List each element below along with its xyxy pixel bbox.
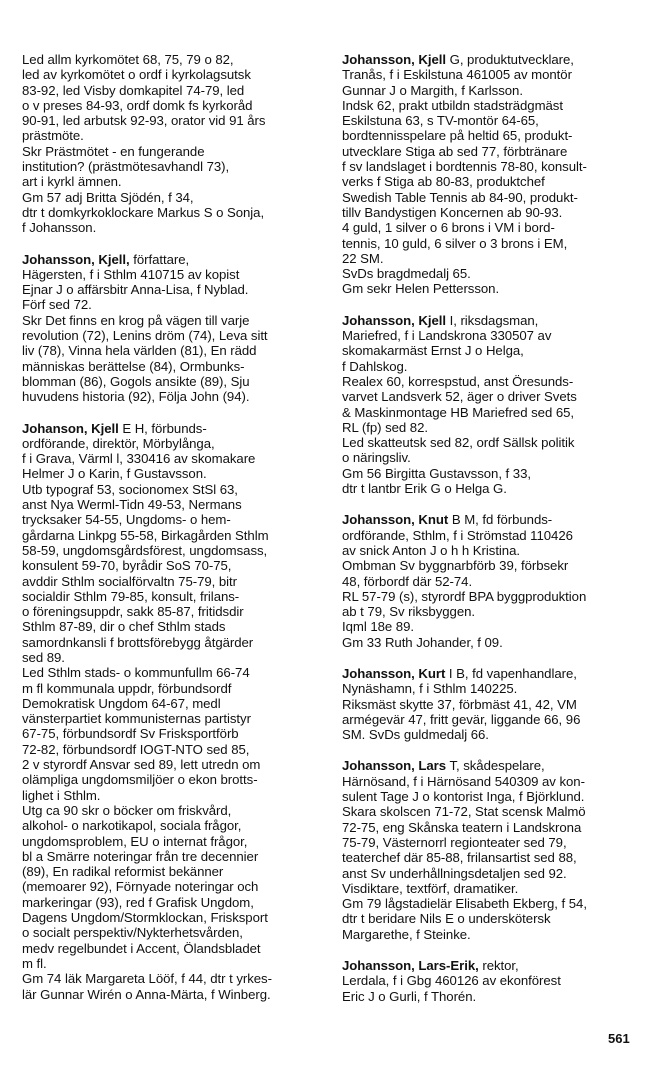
entry-name: Johansson, Kjell [342,52,446,67]
entry-text: B M, fd förbunds- ordförande, Sthlm, f i Strömstad 110426 av snick Anton J o h h Kristina. Ombman Sv byggnarbförb 39, förbsekr 48, förbordf där 52-74. RL 57-79 (s), styrordf BPA byggproduktion ab t 79, Sv riksbyggen. Iqml 18e 89. Gm 33 Ruth Johander, f 09. [342,512,587,650]
biography-entry [342,313,648,497]
biography-entry [342,666,648,742]
entry-text: rektor, Lerdala, f i Gbg 460126 av ekonförest Eric J o Gurli, f Thorén. [342,958,561,1004]
entry-text: G, produktutvecklare, Tranås, f i Eskilstuna 461005 av montör Gunnar J o Margith, f Karlsson. Indsk 62, prakt utbildn stadsträdgmäst Eskilstuna 63, s TV-montör 64-65, bordtennisspelare på heltid 65, produkt- utvecklare Stiga ab sed 77, förbtränare f sv landslaget i bordtennis 78-80, konsult- verks f Stiga ab 80-83, produktchef Swedish Table Tennis ab 84-90, produkt- tillv Bandystigen Koncernen ab 90-93. 4 guld, 1 silver o 6 brons i VM i bord- tennis, 10 guld, 6 silver o 3 brons i EM, 22 SM. SvDs bragdmedalj 65. Gm sekr Helen Pettersson. [342,52,587,297]
biography-entry [342,512,648,650]
entry-name: Johanson, Kjell [22,420,119,436]
right-column [342,52,648,1020]
entry-name: Johansson, Kjell, [22,251,130,267]
entry-text: T, skådespelare, Härnösand, f i Härnösand 540309 av kon- sulent Tage J o kontorist Inga, f Björklund. Skara skolscen 71-72, Stat scensk Malmö 72-75, eng Skånska teatern i Landskrona 75-79, Västernorrl regionteater sed 79, teaterchef där 85-88, frilansartist sed 88, anst Sv underhållningsdetaljen sed 92. Visdiktare, textförf, dramatiker. Gm 79 lågstadielär Elisabeth Ekberg, f 54, dtr t beridare Nils E o underskötersk Margarethe, f Steinke. [342,758,587,942]
biography-entry [22,252,322,405]
left-column [22,52,322,1018]
biography-entry [342,52,648,297]
entry-text: I, riksdagsman, Mariefred, f i Landskrona 330507 av skomakarmäst Ernst J o Helga, f Dahlskog. Realex 60, korrespstud, anst Öresunds- varvet Landsverk 52, äger o driver Svets & Maskinmontage HB Mariefred sed 65, RL (fp) sed 82. Led skatteutsk sed 82, ordf Sällsk politik o näringsliv. Gm 56 Birgitta Gustavsson, f 33, dtr t lantbr Erik G o Helga G. [342,312,577,497]
biography-entry [22,52,322,236]
entry-name: Johansson, Lars [342,758,447,774]
biography-entry [22,421,322,1002]
entry-name: Johansson, Lars-Erik, [342,958,479,974]
entry-text: författare, Hägersten, f i Sthlm 410715 av kopist Ejnar J o affärsbitr Anna-Lisa, f Nyblad. Förf sed 72. Skr Det finns en krog på vägen till varje revolution (72), Lenins dröm (74), Leva sitt liv (78), Vinna hela världen (81), En rädd människas berättelse (84), Ormbunks- blomman (86), Gogols ansikte (89), Sju huvudens historia (92), Följa John (94). [22,251,268,405]
entry-name: Johansson, Kurt [342,665,446,681]
entry-name: Johansson, Knut [342,512,449,528]
page-number: 561 [608,1031,630,1046]
entry-text: E H, förbunds- ordförande, direktör, Mörbylånga, f i Grava, Värml l, 330416 av skomakare Helmer J o Karin, f Gustavsson. Utb typograf 53, socionomex StSl 63, anst Nya Werml-Tidn 49-53, Nermans trycksaker 54-55, Ungdoms- o hem- gårdarna Linkpg 55-58, Birkagården Sthlm 58-59, ungdomsgårdsförest, ungdomsass, konsulent 59-70, byrådir SoS 70-75, avddir Sthlm socialförvaltn 75-79, bitr socialdir Sthlm 79-85, konsult, frilans- o föreningsuppdr, sakk 85-87, fritidsdir Sthlm 87-89, dir o chef Sthlm stads samordnkansli f brottsförebygg åtgärder sed 89. Led Sthlm stads- o kommunfullm 66-74 m fl kommunala uppdr, förbundsordf Demokratisk Ungdom 64-67, medl vänsterpartiet kommunisternas partistyr 67-75, förbundsordf Sv Frisksportförb 72-82, förbundsordf IOGT-NTO sed 85, 2 v styrordf Ansvar sed 89, lett utredn om olämpliga ungdomsmiljöer o ekon brotts- lighet i Sthlm. Utg ca 90 skr o böcker om friskvård, alkohol- o narkotikapol, sociala frågor, ungdomsproblem, EU o internat frågor, bl a Smärre noteringar från tre decennier (89), En radikal reformist bekänner (memoarer 92), Förnyade noteringar och markeringar (93), red f Grafisk Ungdom, Dagens Ungdom/Stormklockan, Frisksport o socialt perspektiv/Nykterhetsvården, medv regelbundet i Accent, Ölandsbladet m fl. Gm 74 läk Margareta Lööf, f 44, dtr t yrkes- lär Gunnar Wirén o Anna-Märta, f Winberg. [22,420,272,1002]
biography-entry [342,758,648,942]
entry-text: Led allm kyrkomötet 68, 75, 79 o 82, led av kyrkomötet o ordf i kyrkolagsutsk 83-92, led Visby domkapitel 74-79, led o v preses 84-93, ordf domk fs kyrkoråd 90-91, led arbutsk 92-93, orator vid 91 års prästmöte. Skr Prästmötet - en fungerande institution? (prästmötesavhandl 73), art i kyrkl ämnen. Gm 57 adj Britta Sjödén, f 34, dtr t domkyrkoklockare Markus S o Sonja, f Johansson. [22,52,266,236]
entry-text: I B, fd vapenhandlare, Nynäshamn, f i Sthlm 140225. Riksmäst skytte 37, förbmäst 41, 42, VM armégevär 47, fritt gevär, liggande 66, 96 SM. SvDs guldmedalj 66. [342,665,581,743]
entry-name: Johansson, Kjell [342,312,446,328]
biography-entry [342,958,648,1004]
